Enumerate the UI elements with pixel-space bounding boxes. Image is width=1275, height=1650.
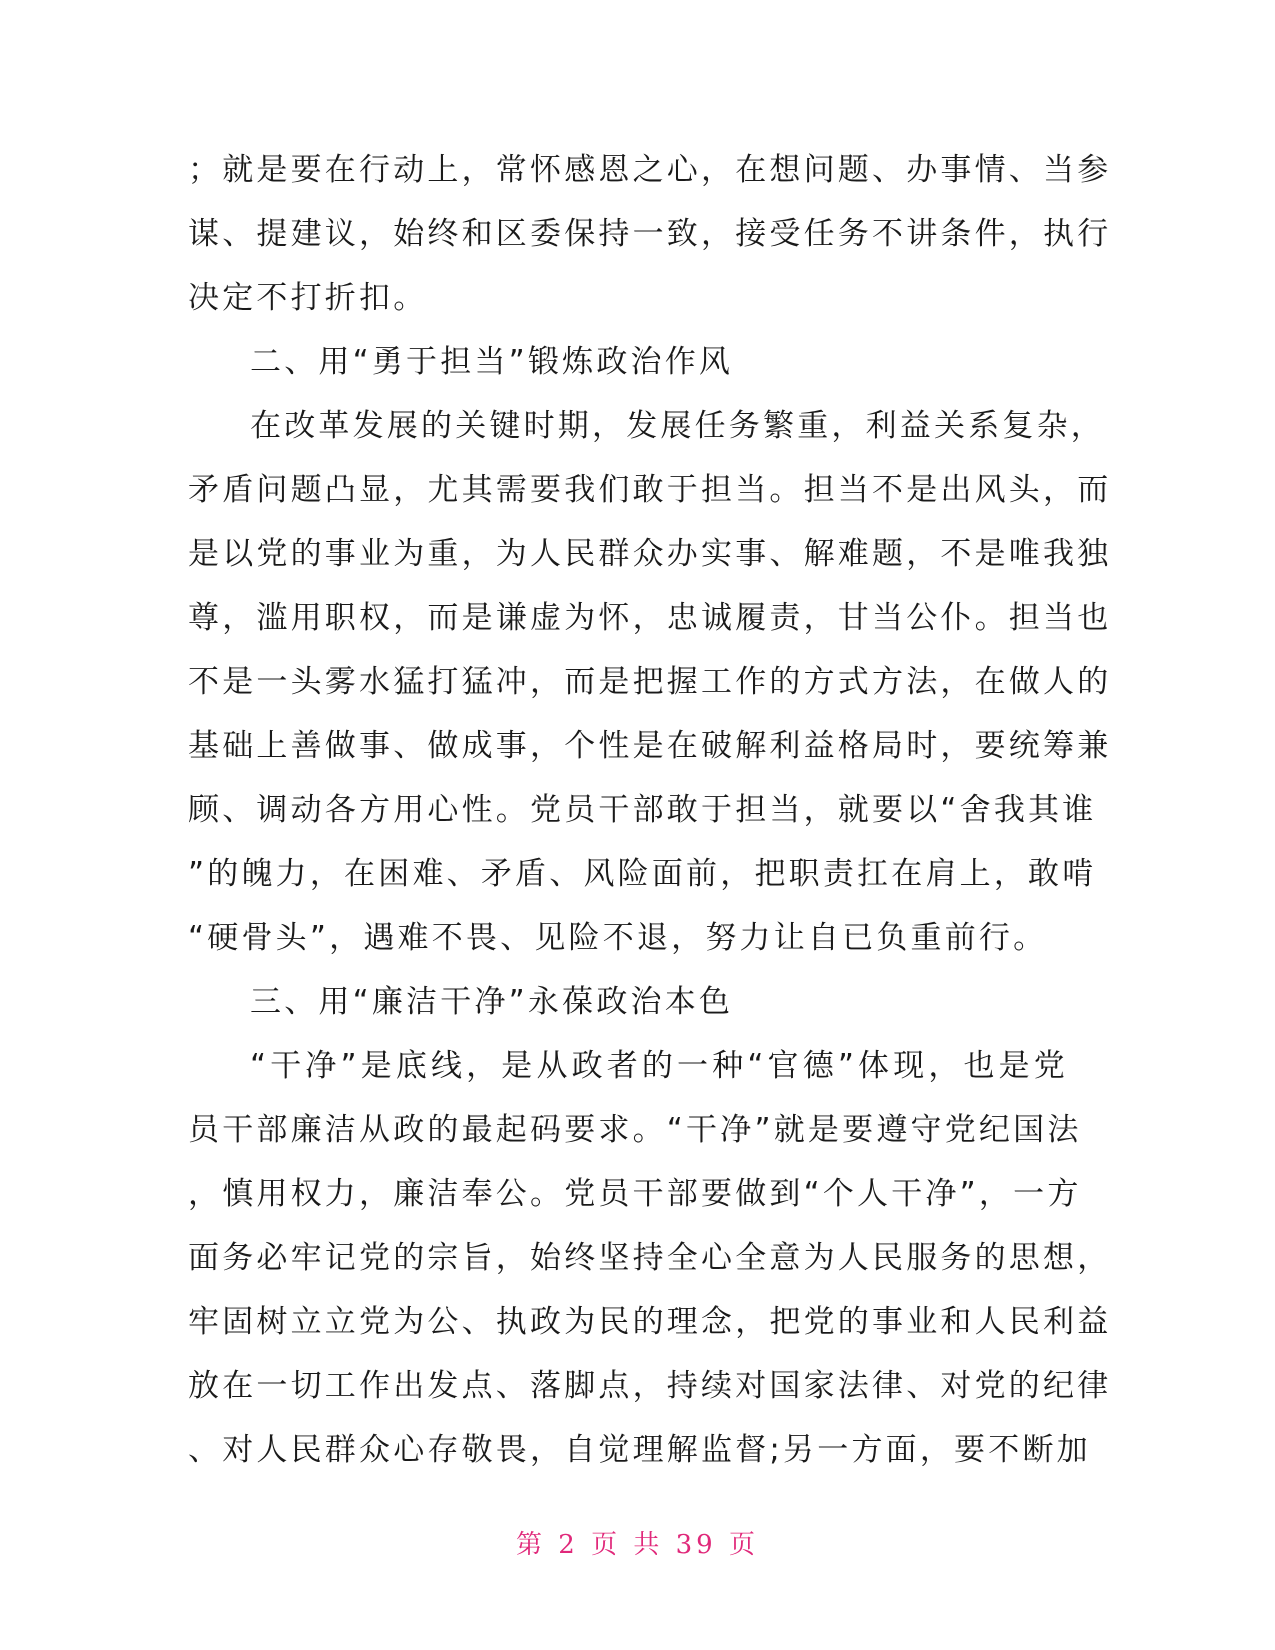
text-line: 谋、提建议，始终和区委保持一致，接受任务不讲条件，执行 [188,216,1112,252]
text-line: ；就是要在行动上，常怀感恩之心，在想问题、办事情、当参 [188,152,1112,188]
text-line: 牢固树立立党为公、执政为民的理念，把党的事业和人民利益 [188,1304,1112,1340]
text-line: 矛盾问题凸显，尤其需要我们敢于担当。担当不是出风头，而 [188,472,1112,508]
text-line: ，慎用权力，廉洁奉公。党员干部要做到“个人干净”，一方 [188,1176,1082,1212]
text-line: 顾、调动各方用心性。党员干部敢于担当，就要以“舍我其谁 [188,792,1097,828]
text-line: 放在一切工作出发点、落脚点，持续对国家法律、对党的纪律 [188,1368,1112,1404]
text-line: 在改革发展的关键时期，发展任务繁重，利益关系复杂， [250,408,1105,444]
text-line: 员干部廉洁从政的最起码要求。“干净”就是要遵守党纪国法 [188,1112,1082,1148]
text-line: 决定不打折扣。 [188,280,428,316]
text-line: 面务必牢记党的宗旨，始终坚持全心全意为人民服务的思想， [188,1240,1112,1276]
text-line: 是以党的事业为重，为人民群众办实事、解难题，不是唯我独 [188,536,1112,572]
text-line: 、对人民群众心存敬畏，自觉理解监督;另一方面，要不断加 [188,1432,1091,1468]
text-line: 尊，滥用职权，而是谦虚为怀，忠诚履责，甘当公仆。担当也 [188,600,1112,636]
text-line: ”的魄力，在困难、矛盾、风险面前，把职责扛在肩上，敢啃 [188,856,1097,892]
section-heading: 三、用“廉洁干净”永葆政治本色 [250,984,734,1020]
page-number-footer: 第 2 页 共 39 页 [516,1530,759,1560]
section-heading: 二、用“勇于担当”锻炼政治作风 [250,344,734,380]
document-body [188,138,1112,1482]
text-line: 不是一头雾水猛打猛冲，而是把握工作的方式方法，在做人的 [188,664,1112,700]
text-line: 基础上善做事、做成事，个性是在破解利益格局时，要统筹兼 [188,728,1112,764]
text-line: “硬骨头”，遇难不畏、见险不退，努力让自已负重前行。 [188,920,1048,956]
text-line: “干净”是底线，是从政者的一种“官德”体现，也是党 [250,1048,1068,1084]
